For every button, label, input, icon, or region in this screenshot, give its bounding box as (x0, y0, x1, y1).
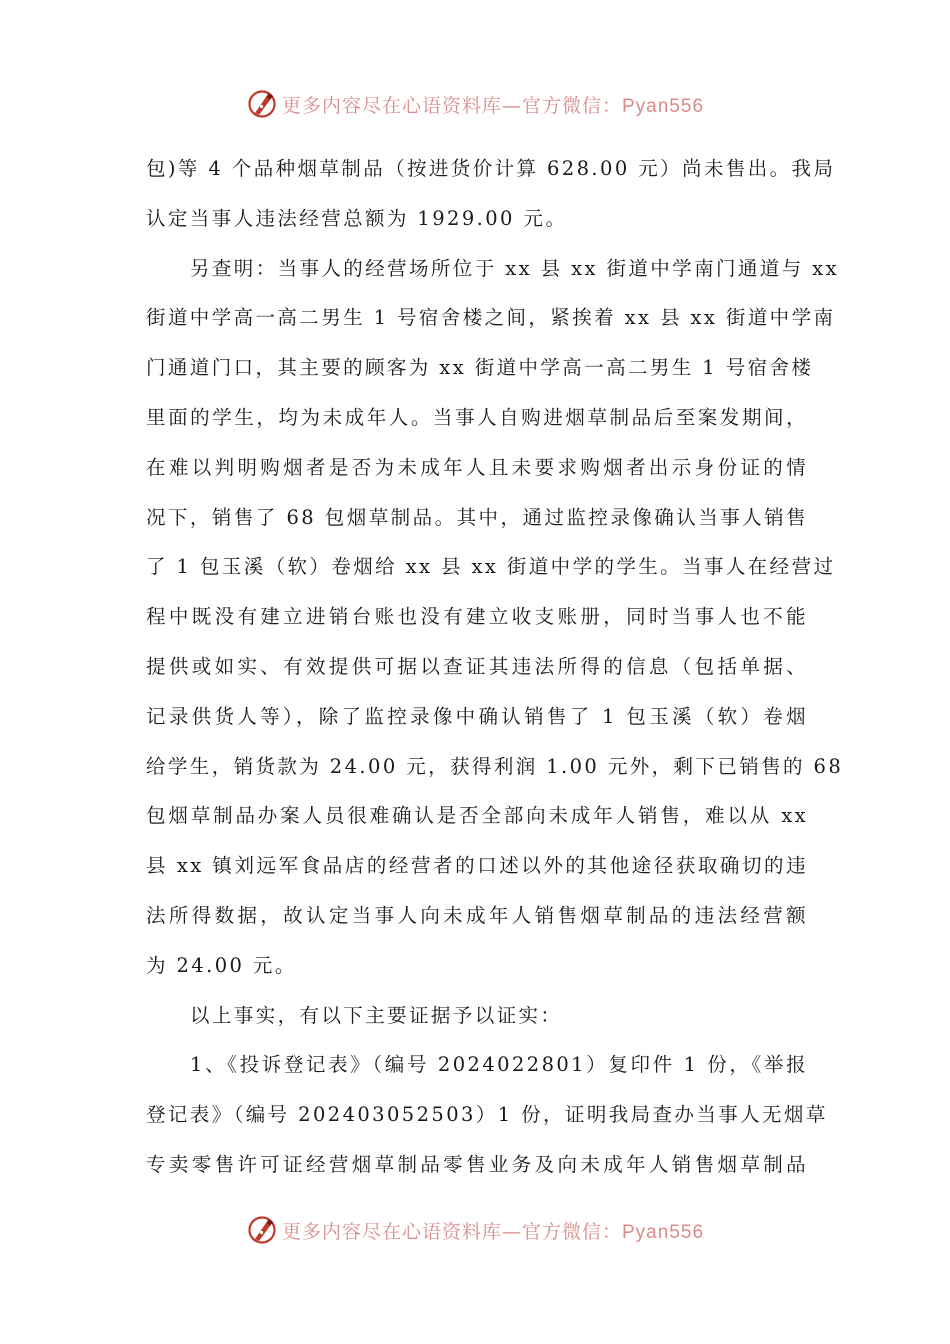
text-line: 包烟草制品办案人员很难确认是否全部向未成年人销售，难以从 xx (146, 804, 808, 828)
text-line: 了 1 包玉溪（软）卷烟给 xx 县 xx 街道中学的学生。当事人在经营过 (146, 555, 836, 579)
text-line: 门通道门口，其主要的顾客为 xx 街道中学高一高二男生 1 号宿舍楼 (146, 356, 814, 380)
pen-nib-circle-icon (246, 88, 278, 120)
text-line: 程中既没有建立进销台账也没有建立收支账册，同时当事人也不能 (146, 605, 808, 629)
text-line: 街道中学高一高二男生 1 号宿舍楼之间，紧挨着 xx 县 xx 街道中学南 (146, 306, 836, 330)
text-line: 以上事实，有以下主要证据予以证实： (190, 1003, 563, 1027)
text-line: 法所得数据，故认定当事人向未成年人销售烟草制品的违法经营额 (146, 903, 808, 927)
text-line: 为 24.00 元。 (146, 953, 297, 977)
text-line: 认定当事人违法经营总额为 1929.00 元。 (146, 206, 568, 230)
document-paragraphs (146, 144, 844, 1190)
text-line: 记录供货人等），除了监控录像中确认销售了 1 包玉溪（软）卷烟 (146, 704, 808, 728)
text-line: 里面的学生，均为未成年人。当事人自购进烟草制品后至案发期间， (146, 405, 808, 429)
watermark-text: 更多内容尽在心语资料库—官方微信：Pyan556 (281, 1220, 705, 1243)
text-line: 在难以判明购烟者是否为未成年人且未要求购烟者出示身份证的情 (146, 455, 808, 479)
text-line: 给学生，销货款为 24.00 元，获得利润 1.00 元外，剩下已销售的 68 (146, 754, 844, 778)
document-body (146, 144, 844, 1190)
watermark-banner-bottom (0, 1210, 950, 1250)
text-line: 专卖零售许可证经营烟草制品零售业务及向未成年人销售烟草制品 (146, 1152, 808, 1176)
watermark-banner-top (0, 84, 950, 124)
text-line: 提供或如实、有效提供可据以查证其违法所得的信息（包括单据、 (146, 654, 808, 678)
text-line: 登记表》（编号 202403052503）1 份，证明我局查办当事人无烟草 (146, 1103, 828, 1127)
wechat-id: Pyan556 (622, 1221, 705, 1243)
watermark-text: 更多内容尽在心语资料库—官方微信：Pyan556 (281, 94, 705, 117)
text-line: 况下，销售了 68 包烟草制品。其中，通过监控录像确认当事人销售 (146, 505, 808, 529)
text-line: 县 xx 镇刘远军食品店的经营者的口述以外的其他途径获取确切的违 (146, 854, 808, 878)
wechat-id: Pyan556 (622, 95, 705, 117)
pen-nib-circle-icon (246, 1214, 278, 1246)
text-line: 包)等 4 个品种烟草制品（按进货价计算 628.00 元）尚未售出。我局 (146, 157, 836, 180)
text-line: 1、《投诉登记表》（编号 2024022801）复印件 1 份，《举报 (190, 1053, 808, 1077)
text-line: 另查明：当事人的经营场所位于 xx 县 xx 街道中学南门通道与 xx (190, 256, 839, 280)
